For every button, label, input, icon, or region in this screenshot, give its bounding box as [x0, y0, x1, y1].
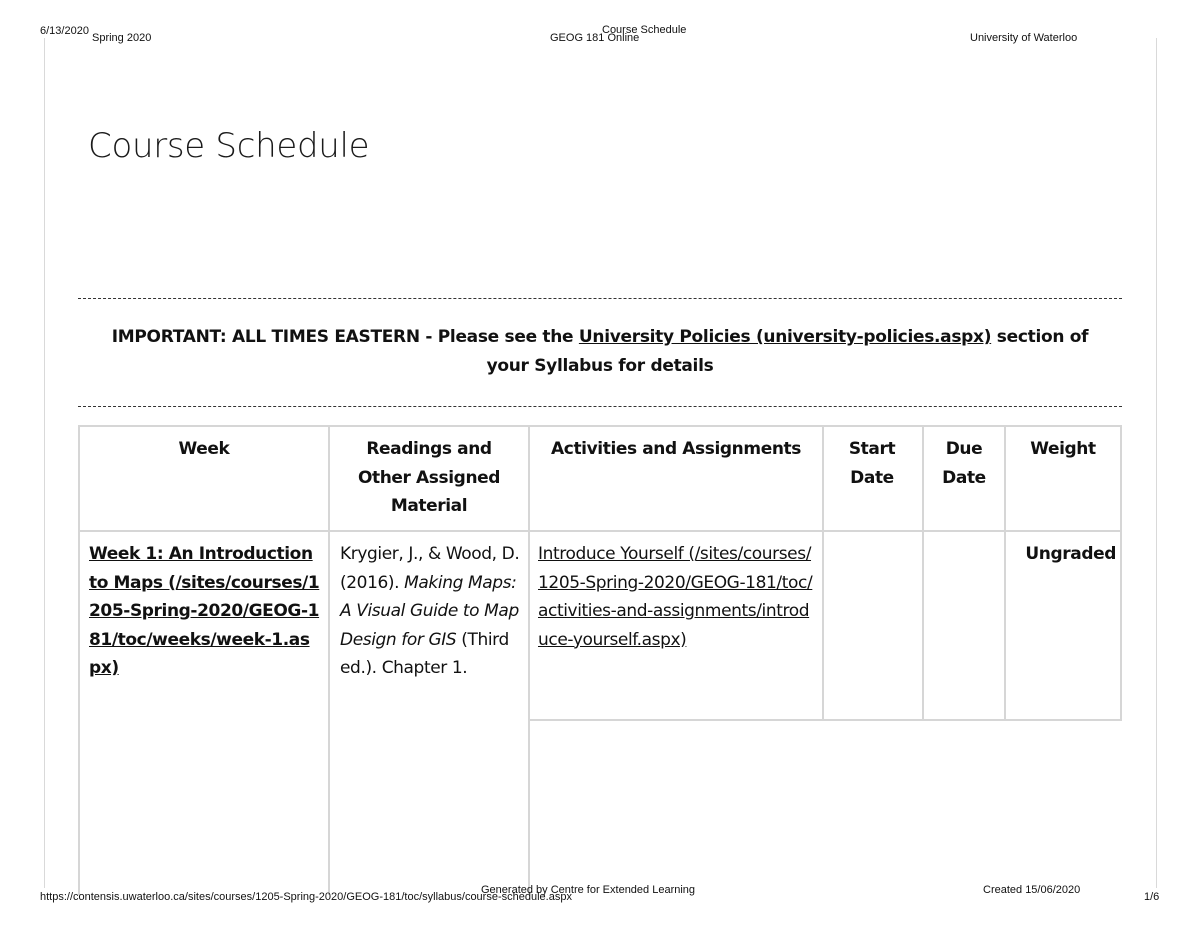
- reading-edition: (Third ed.). Chapter 1.: [340, 629, 509, 678]
- print-term: Spring 2020: [92, 32, 152, 44]
- table-row: [89, 540, 321, 683]
- page-border-right: [1156, 38, 1157, 888]
- reading-book-title: Making Maps: A Visual Guide to Map Design for GIS: [340, 572, 519, 650]
- header-weight: Weight: [1030, 439, 1096, 459]
- university-policies-link[interactable]: University Policies (university-policies.aspx): [578, 327, 992, 347]
- header-start-date: Start Date: [848, 439, 896, 488]
- notice-prefix: IMPORTANT: ALL TIMES EASTERN - Please see the: [111, 327, 579, 347]
- weight-cell: Ungraded: [1025, 544, 1116, 564]
- dashed-divider-bottom: [78, 406, 1122, 407]
- print-institution: University of Waterloo: [970, 32, 1078, 44]
- page-title: Course Schedule: [88, 126, 370, 166]
- activity-cell: [538, 540, 814, 654]
- table-row-divider: [530, 719, 1122, 721]
- notice-suffix: section of your Syllabus for details: [486, 327, 1089, 376]
- table-border-right: [1120, 425, 1122, 721]
- table-header-divider: [78, 530, 1122, 532]
- print-created: Created 15/06/2020: [983, 884, 1081, 896]
- reading-citation: [340, 540, 524, 683]
- reading-authors: Krygier, J., & Wood, D. (2016).: [340, 544, 520, 593]
- introduce-yourself-link[interactable]: Introduce Yourself (/sites/courses/1205-Spring-2020/GEOG-181/toc/activities-and-assignments/introduce-yourself.aspx): [538, 544, 813, 650]
- print-generator: Generated by Centre for Extended Learning: [481, 884, 696, 896]
- print-course: GEOG 181 Online: [550, 32, 640, 44]
- header-week: Week: [178, 439, 230, 459]
- table-col-divider-5: [1004, 425, 1006, 721]
- header-readings: Readings and Other Assigned Material: [357, 439, 501, 516]
- print-url: https://contensis.uwaterloo.ca/sites/courses/1205-Spring-2020/GEOG-181/toc/syllabus/course-schedule.aspx: [40, 891, 572, 903]
- table-border-left: [78, 425, 80, 895]
- table-col-divider-1: [328, 425, 330, 895]
- header-activities: Activities and Assignments: [551, 439, 801, 459]
- header-due-date: Due Date: [942, 439, 986, 488]
- print-page-number: 1/6: [1144, 891, 1160, 903]
- dashed-divider-top: [78, 298, 1122, 299]
- page-border-left: [44, 38, 45, 888]
- course-schedule-table: [78, 425, 1122, 895]
- important-notice: [90, 323, 1110, 381]
- week-1-link[interactable]: Week 1: An Introduction to Maps (/sites/courses/1205-Spring-2020/GEOG-181/toc/weeks/week-1.aspx): [89, 544, 320, 678]
- print-doc-title: Course Schedule: [602, 24, 687, 36]
- print-date: 6/13/2020: [40, 25, 89, 37]
- table-border-top: [78, 425, 1122, 427]
- table-col-divider-2: [528, 425, 530, 895]
- table-col-divider-3: [822, 425, 824, 721]
- table-col-divider-4: [922, 425, 924, 721]
